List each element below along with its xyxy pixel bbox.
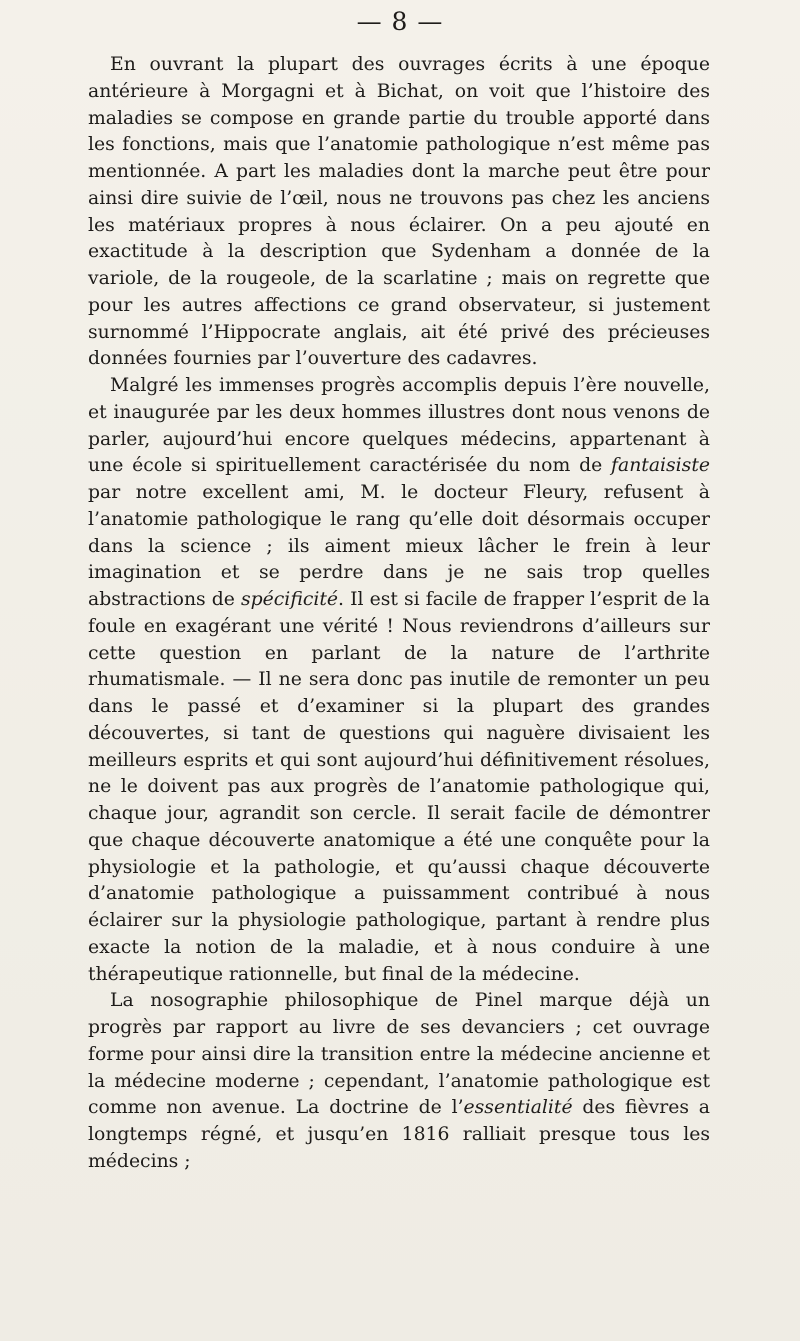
italic-term: fantaisiste: [611, 455, 710, 477]
text-segment: par notre excellent ami, M. le docteur Fleury, refusent à l’anatomie pathologique le rang qu’elle doit désormais occuper dans la science ; ils aiment mieux lâcher le frein à leur imagination et se perdre dans je ne sais trop quelles abstractions de: [88, 482, 710, 610]
paragraph: [88, 988, 710, 1175]
italic-term: essentialité: [463, 1097, 573, 1119]
text-segment: En ouvrant la plupart des ouvrages écrits à une époque antérieure à Morgagni et à Bichat, on voit que l’histoire des maladies se compose en grande partie du trouble apporté dans les fonctions, mais que l’anatomie pathologique n’est même pas mentionnée. A part les maladies dont la marche peut être pour ainsi dire suivie de l’œil, nous ne trouvons pas chez les anciens les matériaux propres à nous éclairer. On a peu ajouté en exactitude à la description que Sydenham a donnée de la variole, de la rougeole, de la scarlatine ; mais on regrette que pour les autres affections ce grand observateur, si justement surnommé l’Hippocrate anglais, ait été privé des précieuses données fournies par l’ouverture des cadavres.: [88, 54, 710, 370]
paragraph: [88, 373, 710, 988]
body-text: [88, 52, 710, 1176]
text-segment: . Il est si facile de frapper l’esprit de la foule en exagérant une vérité ! Nous reviendrons d’ailleurs sur cette question en parlant de la nature de l’arthrite rhumatismale. — Il ne sera donc pas inutile de remonter un peu dans le passé et d’examiner si la plupart des grandes découvertes, si tant de questions qui naguère divisaient les meilleurs esprits et qui sont aujourd’hui définitivement résolues, ne le doivent pas aux progrès de l’anatomie pathologique qui, chaque jour, agrandit son cercle. Il serait facile de démontrer que chaque découverte anatomique a été une conquête pour la physiologie et la pathologie, et qu’aussi chaque découverte d’anatomie pathologique a puissamment contribué à nous éclairer sur la physiologie pathologique, partant à rendre plus exacte la notion de la maladie, et à nous conduire à une thérapeutique rationnelle, but final de la médecine.: [88, 589, 710, 985]
text-segment: La nosographie philosophique de Pinel marque déjà un progrès par rapport au livre de ses devanciers ; cet ouvrage forme pour ainsi dire la transition entre la médecine ancienne et la médecine moderne ; cependant, l’anatomie pathologique est comme non avenue. La doctrine de l’: [88, 990, 710, 1119]
text-segment: des fièvres a longtemps régné, et jusqu’en 1816 ralliait presque tous les médecins ;: [88, 1097, 710, 1172]
italic-term: spécificité: [241, 589, 339, 610]
text-segment: Malgré les immenses progrès accomplis depuis l’ère nouvelle, et inaugurée par les deux hommes illustres dont nous venons de parler, aujourd’hui encore quelques médecins, appartenant à une école si spirituellement caractérisée du nom de: [88, 375, 710, 477]
page-number-header: — 8 —: [356, 7, 444, 36]
paragraph: [88, 52, 710, 373]
